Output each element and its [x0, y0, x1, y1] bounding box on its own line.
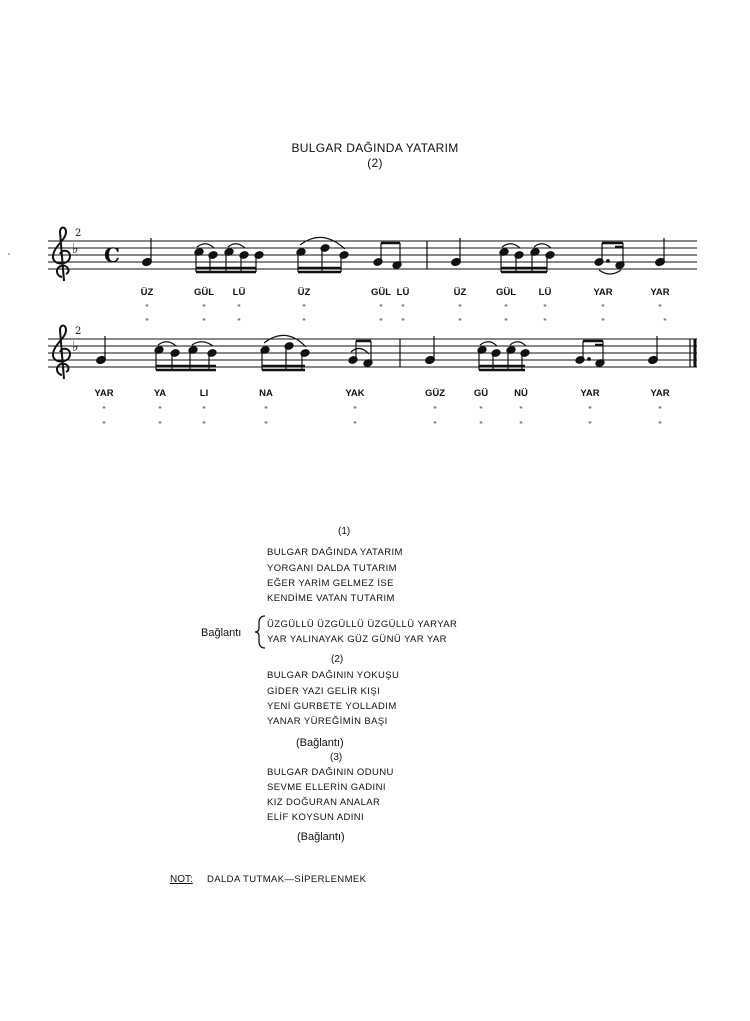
lyric-2-10: YAR	[650, 388, 670, 399]
lyric-1-2: GÜL	[193, 287, 215, 298]
lyric-2-2: YA	[153, 388, 167, 399]
lyric-1-9: LÜ	[538, 287, 552, 298]
verse-2-line-2: GİDER YAZI GELİR KIŞI	[267, 686, 381, 697]
treble-clef-2	[53, 326, 70, 380]
refrain-brace-icon	[253, 615, 267, 649]
lyric-1-11: YAR	[650, 287, 670, 298]
song-title: BULGAR DAĞINDA YATARIM	[291, 141, 459, 155]
lyric-2-5: YAK	[345, 388, 365, 399]
lyric-1-4: ÜZ	[297, 287, 311, 298]
refrain-line-2: YAR YALINAYAK GÜZ GÜNÜ YAR YAR	[267, 634, 447, 645]
verse-3-line-2: SEVME ELLERİN GADINI	[267, 782, 386, 793]
small-two-2: 2	[75, 326, 82, 337]
song-number: (2)	[367, 156, 383, 170]
verse-3-line-1: BULGAR DAĞININ ODUNU	[267, 767, 394, 778]
verse-1-line-3: EĞER YARİM GELMEZ İSE	[267, 578, 394, 589]
refrain-reference-2: (Bağlantı)	[297, 831, 345, 843]
verse-2-line-4: YANAR YÜREĞİMİN BAŞI	[267, 716, 388, 727]
note-text: DALDA TUTMAK—SİPERLENMEK	[207, 874, 367, 885]
verse-3-line-4: ELİF KOYSUN ADINI	[267, 812, 365, 823]
verse-2-line-3: YENİ GURBETE YOLLADIM	[267, 701, 397, 712]
lyric-2-9: YAR	[580, 388, 600, 399]
refrain-label: Bağlantı	[201, 627, 242, 639]
lyric-1-1: ÜZ	[140, 287, 154, 298]
lyric-2-3: LI	[199, 388, 209, 399]
verse-2-line-1: BULGAR DAĞININ YOKUŞU	[267, 670, 400, 681]
treble-clef-1	[53, 228, 70, 282]
verse-1-line-1: BULGAR DAĞINDA YATARIM	[267, 547, 403, 558]
refrain-line-1: ÜZGÜLLÜ ÜZGÜLLÜ ÜZGÜLLÜ YARYAR	[267, 619, 458, 630]
verse-1-line-4: KENDİME VATAN TUTARIM	[267, 593, 395, 604]
flat-sign-2: ♭	[72, 339, 79, 355]
verse-1-line-2: YORGANI DALDA TUTARIM	[267, 563, 397, 574]
verse-3-number: (3)	[330, 752, 343, 763]
verse-3-line-3: KIZ DOĞURAN ANALAR	[267, 797, 381, 808]
lyric-1-6: LÜ	[396, 287, 410, 298]
verse-1-number: (1)	[338, 526, 351, 537]
small-two-1: 2	[75, 228, 82, 239]
lyric-1-5: GÜL	[370, 287, 392, 298]
lyric-2-8: NÜ	[514, 388, 528, 399]
flat-sign-1: ♭	[72, 241, 79, 257]
note-label: NOT:	[170, 874, 193, 885]
lyric-1-10: YAR	[593, 287, 613, 298]
time-signature: C	[104, 243, 120, 267]
lyric-1-8: GÜL	[495, 287, 517, 298]
verse-2-number: (2)	[331, 654, 344, 665]
lyric-1-7: ÜZ	[453, 287, 467, 298]
lyric-1-3: LÜ	[232, 287, 246, 298]
refrain-reference-1: (Bağlantı)	[296, 737, 344, 749]
lyric-2-4: NA	[259, 388, 273, 399]
lyric-2-6: GÜZ	[424, 388, 446, 399]
lyric-2-7: GÜ	[473, 388, 489, 399]
lyric-2-1: YAR	[94, 388, 114, 399]
